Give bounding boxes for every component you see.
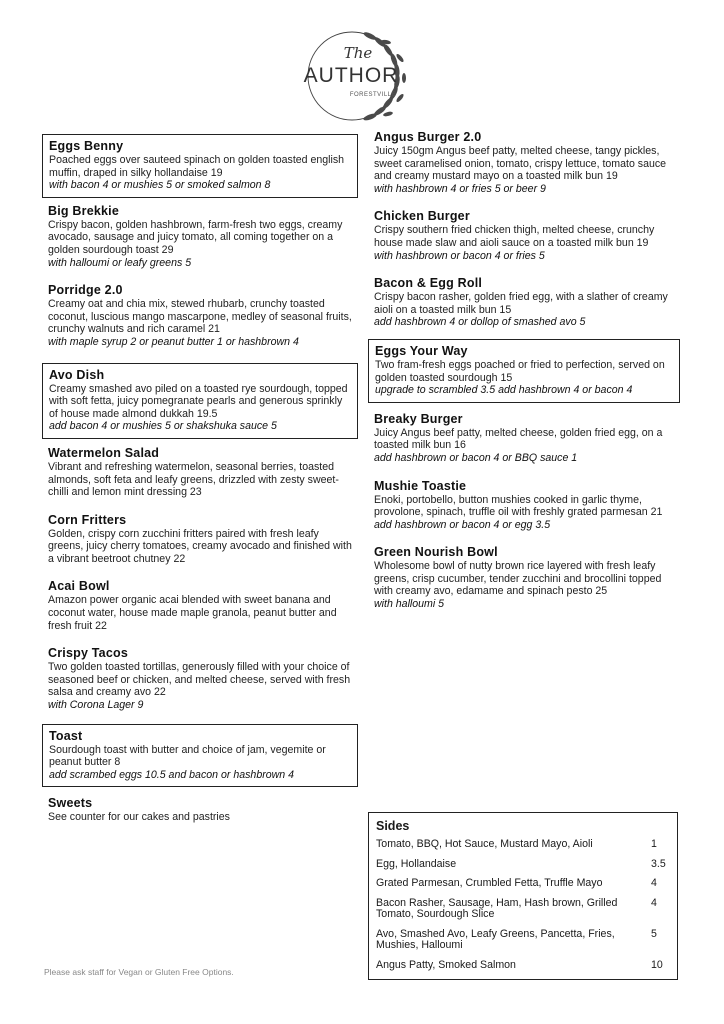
side-name: Tomato, BBQ, Hot Sauce, Mustard Mayo, Aioli <box>376 838 593 850</box>
item-extra: add hashbrown or bacon 4 or BBQ sauce 1 <box>374 451 578 464</box>
item-description: Crispy southern fried chicken thigh, melted cheese, crunchy house made slaw and aioli sauce on a toasted milk bun 19 <box>374 224 655 249</box>
item-extra: add hashbrown 4 or dollop of smashed avo 5 <box>374 316 586 329</box>
footnote: Please ask staff for Vegan or Gluten Free Options. <box>44 967 234 977</box>
item-description: Crispy bacon rasher, golden fried egg, with a slather of creamy aioli on a toasted milk bun 15 <box>374 291 668 316</box>
menu-item-crispy-tacos <box>42 646 358 711</box>
item-extra: with halloumi 5 <box>374 598 445 611</box>
menu-item-sweets <box>42 796 358 824</box>
side-name: Angus Patty, Smoked Salmon <box>376 958 516 971</box>
sides-box <box>368 812 678 980</box>
item-name: Sweets <box>48 796 93 811</box>
menu-item-big-brekkie <box>42 204 358 269</box>
item-extra: with halloumi or leafy greens 5 <box>48 256 192 269</box>
menu-item-chicken-burger <box>368 209 680 262</box>
item-extra: with Corona Lager 9 <box>48 699 144 712</box>
item-description: Poached eggs over sauteed spinach on golden toasted english muffin, draped in silky hollandaise 19 <box>49 154 345 179</box>
menu-item-eggs-your-way <box>368 339 680 403</box>
menu-item-bacon-egg-roll <box>368 276 680 329</box>
item-description: Amazon power organic acai blended with sweet banana and coconut water, house made maple granola, peanut butter and fresh fruit 22 <box>48 594 337 632</box>
side-price: 10 <box>651 958 663 971</box>
item-extra: add scrambed eggs 10.5 and bacon or hashbrown 4 <box>49 768 295 781</box>
item-description: Crispy bacon, golden hashbrown, farm-fresh two eggs, creamy avocado, sausage and juicy tomato, all coming together on a golden sourdough toast 29 <box>48 218 343 256</box>
item-extra: upgrade to scrambled 3.5 add hashbrown 4 or bacon 4 <box>375 384 633 397</box>
item-name: Eggs Your Way <box>375 343 468 358</box>
item-description: Sourdough toast with butter and choice of jam, vegemite or peanut butter 8 <box>49 743 326 769</box>
logo-the: The <box>343 44 373 62</box>
item-description: Juicy 150gm Angus beef patty, melted cheese, tangy pickles, sweet caramelised onion, tomato, crispy lettuce, tomato sauce and creamy mustard mayo on a toasted milk bun 19 <box>374 145 667 183</box>
item-description: Two golden toasted tortillas, generously filled with your choice of seasoned beef or chicken, and melted cheese, served with fresh salsa and creamy avo 22 <box>48 661 351 699</box>
menu-item-watermelon-salad <box>42 446 358 499</box>
item-name: Crispy Tacos <box>48 646 128 661</box>
side-price: 4 <box>651 877 657 889</box>
menu-item-mushie-toastie <box>368 479 680 532</box>
item-extra: add bacon 4 or mushies 5 or shakshuka sauce 5 <box>49 420 277 433</box>
item-name: Toast <box>49 728 83 743</box>
side-price: 5 <box>651 927 657 940</box>
item-name: Acai Bowl <box>48 579 110 594</box>
menu-item-breaky-burger <box>368 412 680 465</box>
item-name: Watermelon Salad <box>48 445 160 460</box>
item-description: See counter for our cakes and pastries <box>48 811 230 824</box>
menu-item-avo-dish <box>42 363 358 439</box>
menu-item-angus-burger <box>368 130 680 195</box>
sides-title: Sides <box>376 819 410 833</box>
item-name: Angus Burger 2.0 <box>374 130 482 144</box>
left-column <box>42 134 358 824</box>
item-name: Corn Fritters <box>48 512 127 527</box>
item-description: Creamy oat and chia mix, stewed rhubarb, crunchy toasted coconut, luscious mango mascarpone, medley of seasonal fruits, crunchy walnuts and rich caramel 21 <box>48 298 352 336</box>
item-name: Bacon & Egg Roll <box>374 276 483 291</box>
menu-item-porridge <box>42 283 358 348</box>
side-price: 1 <box>651 838 657 850</box>
side-name: Bacon Rasher, Sausage, Ham, Hash brown, Grilled Tomato, Sourdough Slice <box>376 896 618 920</box>
item-name: Porridge 2.0 <box>48 283 123 298</box>
logo-author: AUTHOR <box>303 64 399 87</box>
side-name: Grated Parmesan, Crumbled Fetta, Truffle Mayo <box>376 877 603 889</box>
item-name: Avo Dish <box>49 367 105 382</box>
sides-row <box>376 929 669 952</box>
item-name: Green Nourish Bowl <box>374 545 498 560</box>
sides-row <box>376 960 669 972</box>
item-extra: with bacon 4 or mushies 5 or smoked salmon 8 <box>49 179 271 192</box>
menu-item-acai-bowl <box>42 579 358 632</box>
item-name: Big Brekkie <box>48 203 119 218</box>
item-extra: add hashbrown or bacon 4 or egg 3.5 <box>374 518 551 531</box>
item-description: Golden, crispy corn zucchini fritters paired with fresh leafy greens, juicy cherry tomatoes, creamy avocado and finished with a vibrant beetroot chutney 22 <box>48 527 352 565</box>
item-name: Chicken Burger <box>374 209 470 224</box>
sides-row <box>376 839 669 851</box>
side-price: 4 <box>651 896 657 909</box>
sides-row <box>376 859 669 871</box>
item-extra: with hashbrown 4 or fries 5 or beer 9 <box>374 182 546 195</box>
item-name: Breaky Burger <box>374 411 463 426</box>
side-name: Egg, Hollandaise <box>376 857 457 870</box>
item-name: Mushie Toastie <box>374 478 467 493</box>
menu-item-toast <box>42 724 358 788</box>
right-column <box>368 130 680 611</box>
item-description: Two fram-fresh eggs poached or fried to perfection, served on golden toasted sourdough 15 <box>375 358 665 384</box>
item-extra: with hashbrown or bacon 4 or fries 5 <box>374 249 545 262</box>
menu-item-corn-fritters <box>42 513 358 566</box>
menu-item-green-nourish-bowl <box>368 545 680 610</box>
sides-row <box>376 878 669 890</box>
item-description: Wholesome bowl of nutty brown rice layered with fresh leafy greens, crisp cucumber, tender zucchini and brocollini topped with creamy avo, edamame and spinach pesto 25 <box>374 560 662 598</box>
side-price: 3.5 <box>651 857 666 870</box>
menu-item-eggs-benny <box>42 134 358 198</box>
logo-place: FORESTVILLE <box>349 92 396 98</box>
side-name: Avo, Smashed Avo, Leafy Greens, Pancetta, Fries, Mushies, Halloumi <box>376 927 615 951</box>
logo <box>300 28 416 128</box>
item-description: Enoki, portobello, button mushies cooked in garlic thyme, provolone, spinach, truffle oil with freshly grated parmesan 21 <box>374 493 663 519</box>
item-name: Eggs Benny <box>49 139 124 153</box>
item-description: Juicy Angus beef patty, melted cheese, golden fried egg, on a toasted milk bun 16 <box>374 426 663 452</box>
item-extra: with maple syrup 2 or peanut butter 1 or hashbrown 4 <box>48 335 299 348</box>
sides-row <box>376 898 669 921</box>
item-description: Creamy smashed avo piled on a toasted rye sourdough, topped with soft fetta, juicy pomegranate pearls and generous sprinkly of house made almond dukkah 19.5 <box>49 382 348 420</box>
item-description: Vibrant and refreshing watermelon, seasonal berries, toasted almonds, soft feta and leafy greens, drizzled with zesty sweet-chilli and lemon mint dressing 23 <box>48 460 339 499</box>
